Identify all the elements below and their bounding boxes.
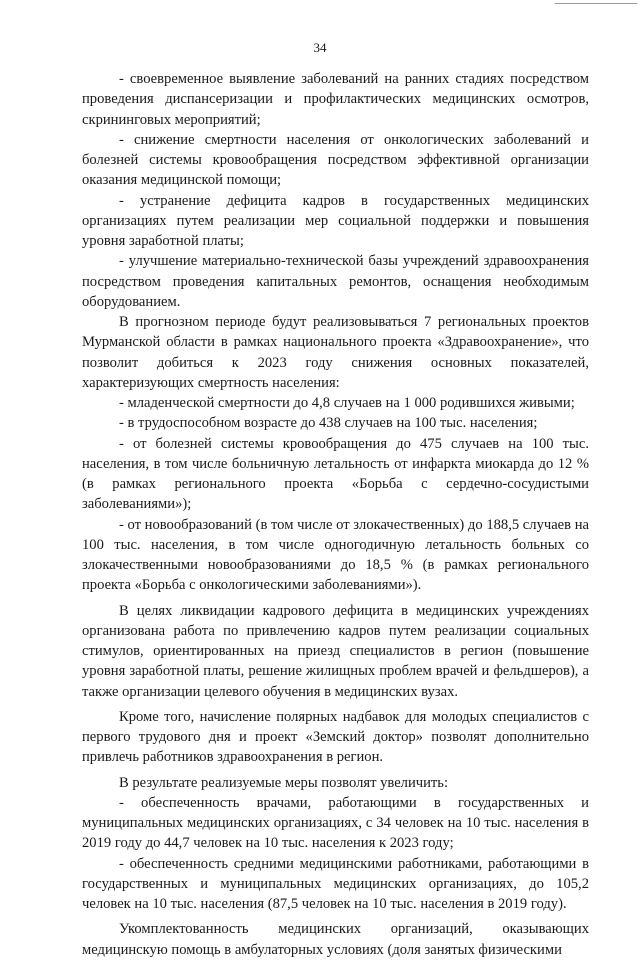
paragraph: Кроме того, начисление полярных надбавок для молодых специалистов с первого трудового дня и проект «Земский доктор» позволят дополнительно привлечь работников здравоохранения в регион. (82, 708, 589, 766)
paragraph: - в трудоспособном возрасте до 438 случаев на 100 тыс. населения; (119, 415, 538, 432)
top-edge-line (555, 3, 637, 4)
document-body (82, 69, 589, 960)
paragraph: В целях ликвидации кадрового дефицита в медицинских учреждениях организована работа по привлечению кадров путем реализации социальных стимулов, ориентированных на приезд специалистов в регион (повышение уровня заработной платы, решение жилищных проблем врачей и фельдшеров), а также организации целевого обучения в медицинских вузах. (82, 602, 589, 700)
paragraph: - устранение дефицита кадров в государственных медицинских организациях путем реализации мер социальной поддержки и повышения уровня заработной платы; (82, 192, 589, 249)
paragraph: Укомплектованность медицинских организаций, оказывающих медицинскую помощь в амбулаторных условиях (доля занятых физическими (82, 921, 589, 958)
paragraph: - младенческой смертности до 4,8 случаев на 1 000 родившихся живыми; (119, 395, 575, 411)
paragraph: - снижение смертности населения от онкологических заболеваний и болезней системы кровообращения посредством эффективной организации оказания медицинской помощи; (82, 131, 589, 189)
page-number: 34 (313, 40, 327, 55)
paragraph: - обеспеченность средними медицинскими работниками, работающими в государственных и муниципальных медицинских организациях, до 105,2 человек на 10 тыс. населения (87,5 человек на 10 тыс. населения в 2019 году). (82, 855, 589, 912)
paragraph: - от болезней системы кровообращения до 475 случаев на 100 тыс. населения, в том числе больничную летальность от инфаркта миокарда до 12 % (в рамках регионального проекта «Борьба с сердечно-сосудистыми заболеваниями»); (82, 435, 589, 513)
paragraph: - от новообразований (в том числе от злокачественных) до 188,5 случаев на 100 тыс. населения, в том числе одногодичную летальность больных со злокачественными новообразованиями до 18,5 % (в рамках регионального проекта «Борьба с онкологическими заболеваниями»). (82, 516, 589, 594)
paragraph: - своевременное выявление заболеваний на ранних стадиях посредством проведения диспансеризации и профилактических медицинских осмотров, скрининговых мероприятий; (82, 71, 589, 128)
paragraph: В результате реализуемые меры позволят увеличить: (119, 774, 449, 791)
paragraph: В прогнозном периоде будут реализовываться 7 региональных проектов Мурманской области в рамках национального проекта «Здравоохранение», что позволит добиться к 2023 году снижения основных показателей, характеризующих смертность населения: (82, 314, 589, 391)
paragraph: - обеспеченность врачами, работающими в государственных и муниципальных медицинских организациях, с 34 человек на 10 тыс. населения в 2019 году до 44,7 человек на 10 тыс. населения к 2023 году; (82, 794, 589, 852)
paragraph: - улучшение материально-технической базы учреждений здравоохранения посредством проведения капитальных ремонтов, оснащения необходимым оборудованием. (82, 253, 589, 310)
